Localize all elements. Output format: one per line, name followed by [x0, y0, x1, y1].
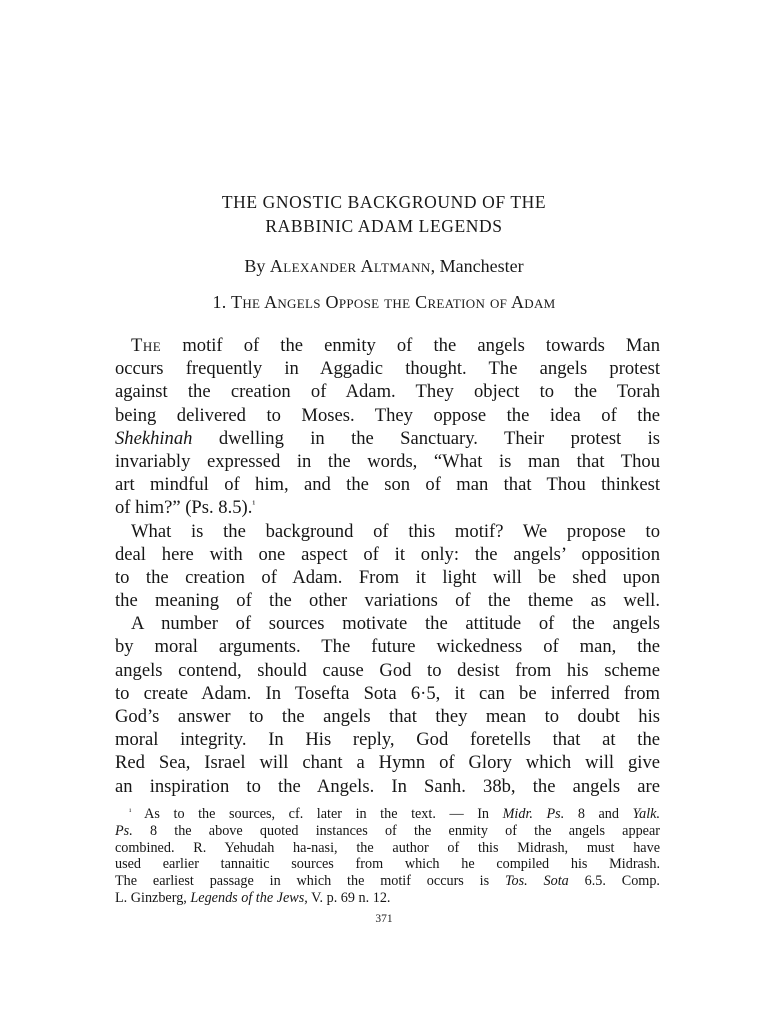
section-heading: 1. The Angels Oppose the Creation of Adam [212, 292, 556, 312]
footnote-line: $^{^1}$ As to the sources, cf. later in the text. — In Midr. Ps. 8 and Yalk. [129, 806, 660, 822]
body-line: the meaning of the other variations of the theme as well. [115, 590, 660, 612]
body-text [115, 334, 660, 798]
body-line: against the creation of Adam. They object to the Torah [115, 381, 660, 403]
body-line: Red Sea, Israel will chant a Hymn of Glory which will give [115, 752, 660, 774]
body-line: being delivered to Moses. They oppose the idea of the [115, 404, 660, 426]
article-title-line-2: RABBINIC ADAM LEGENDS [265, 216, 503, 236]
body-line: What is the background of this motif? We propose to [131, 520, 660, 542]
body-line: deal here with one aspect of it only: the angels’ opposition [115, 543, 660, 565]
footnote-line: combined. R. Yehudah ha-nasi, the author of this Midrash, must have [115, 839, 660, 856]
footnote-line: L. Ginzberg, Legends of the Jews, V. p. 69 n. 12. [115, 889, 391, 906]
body-line: by moral arguments. The future wickedness of man, the [115, 636, 660, 658]
author-location: , Manchester [430, 256, 524, 276]
body-line: invariably expressed in the words, “What is man that Thou [115, 450, 660, 472]
footnote-reference: ¹ [252, 499, 256, 511]
italic-term: Shekhinah [115, 427, 193, 449]
body-line: occurs frequently in Aggadic thought. The angels protest [115, 358, 660, 380]
footnote-line: used earlier tannaitic sources from which he compiled his Midrash. [115, 856, 660, 873]
footnotes [115, 806, 660, 907]
footnote-line: The earliest passage in which the motif occurs is Tos. Sota 6.5. Comp. [115, 873, 660, 890]
body-line: an inspiration to the Angels. In Sanh. 38b, the angels are [115, 775, 660, 797]
body-line: to the creation of Adam. From it light will be shed upon [115, 566, 660, 588]
body-line: God’s answer to the angels that they mean to doubt his [115, 706, 660, 727]
body-line: The motif of the enmity of the angels towards Man [131, 335, 660, 356]
body-line: Shekhinah dwelling in the Sanctuary. Their protest is [115, 427, 660, 449]
byline-prefix: By [244, 256, 266, 276]
body-line: to create Adam. In Tosefta Sota 6·5, it can be inferred from [115, 682, 660, 704]
author-name: Alexander Altmann [269, 256, 431, 276]
footnote-line: Ps. 8 the above quoted instances of the enmity of the angels appear [115, 822, 660, 839]
article-title-line-1: THE GNOSTIC BACKGROUND OF THE [221, 192, 547, 212]
body-line: angels contend, should cause God to desist from his scheme [115, 659, 660, 681]
body-line: moral integrity. In His reply, God foretells that at the [115, 729, 660, 751]
opening-word: The [131, 335, 162, 356]
page-number: 371 [375, 913, 393, 925]
body-line: A number of sources motivate the attitude of the angels [131, 613, 660, 635]
byline [0, 254, 768, 278]
body-line: of him?” (Ps. 8.5).$^{^1}$ [115, 497, 256, 519]
footnote-marker: ¹ [129, 807, 132, 816]
body-line: art mindful of him, and the son of man that Thou thinkest [115, 474, 660, 496]
